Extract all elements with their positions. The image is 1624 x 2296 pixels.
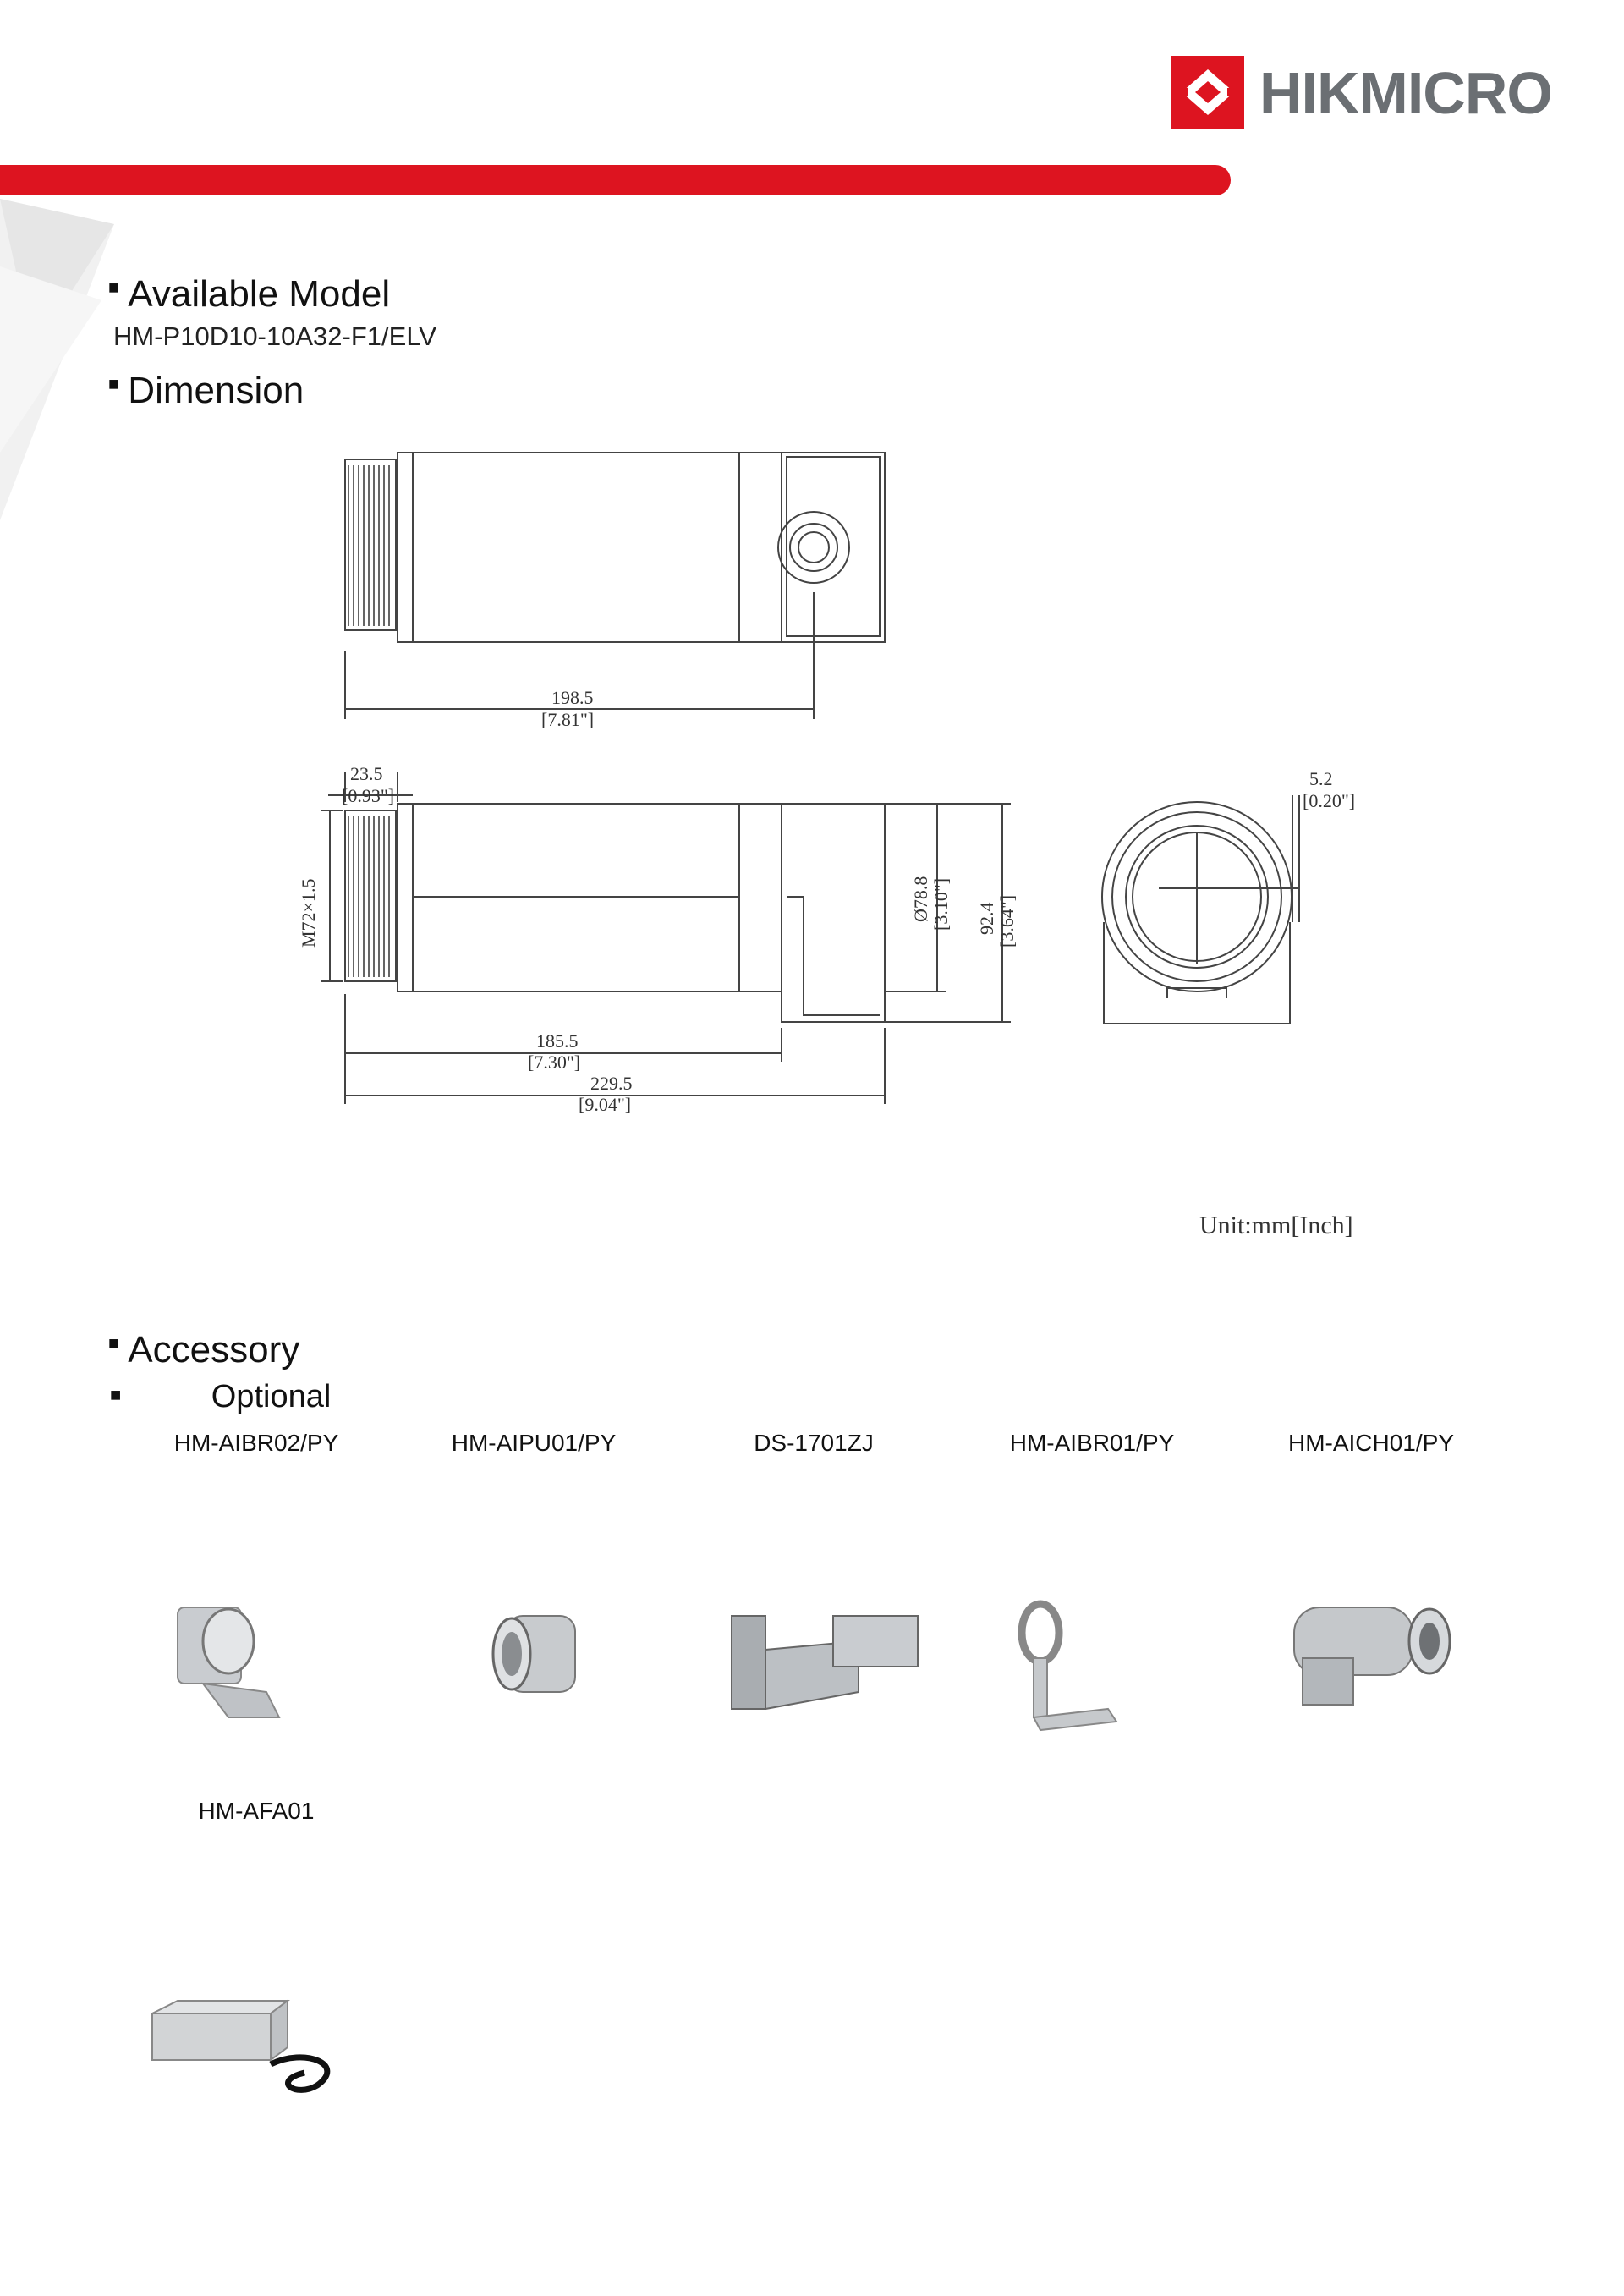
available-model-title: Available Model: [128, 273, 391, 315]
dim-side-offset-inch: [0.20"]: [1303, 790, 1356, 811]
dim-thread-spec: M72×1.5: [298, 878, 319, 948]
accessory-label: HM-AIPU01/PY: [451, 1430, 617, 1456]
unit-label: Unit:mm[Inch]: [1199, 1211, 1353, 1239]
l-bracket-ring-icon: [152, 1590, 372, 1743]
dim-top-length: 198.5: [551, 687, 594, 708]
dim-body-length: 185.5: [536, 1030, 579, 1052]
bullet-icon: ■: [108, 1332, 120, 1354]
accessory-label: DS-1701ZJ: [754, 1430, 874, 1456]
pipe-adapter-icon: [423, 1582, 643, 1734]
dim-total-length: 229.5: [590, 1073, 633, 1094]
cooling-housing-icon: [1260, 1582, 1480, 1734]
bullet-icon: ■: [108, 373, 120, 395]
dim-thread-length-inch: [0.93"]: [342, 785, 395, 806]
accessory-label: HM-AFA01: [198, 1798, 315, 1824]
dim-height-inch: [3.64"]: [996, 894, 1018, 948]
dim-total-length-inch: [9.04"]: [579, 1094, 632, 1115]
brand-name: HIKMICRO: [1259, 60, 1552, 126]
ring-bracket-icon: [981, 1590, 1201, 1743]
dim-diameter-inch: [3.10"]: [930, 877, 952, 931]
dimension-title: Dimension: [128, 370, 304, 411]
dim-side-offset: 5.2: [1309, 768, 1333, 789]
bullet-icon: ■: [110, 1383, 122, 1405]
accessory-heading: [108, 1328, 299, 1374]
accessory-title: Accessory: [128, 1329, 300, 1370]
accessory-label: HM-AIBR01/PY: [1009, 1430, 1175, 1456]
dim-body-length-inch: [7.30"]: [528, 1052, 581, 1073]
dim-top-length-inch: [7.81"]: [541, 709, 595, 730]
dim-diameter: Ø78.8: [910, 876, 931, 922]
model-code: HM-P10D10-10A32-F1/ELV: [113, 321, 436, 351]
wall-mount-bracket-icon: [706, 1582, 926, 1734]
optional-label: Optional: [211, 1379, 332, 1414]
optional-heading: [110, 1379, 331, 1415]
power-adapter-icon: [135, 1971, 355, 2123]
bullet-icon: ■: [108, 277, 120, 299]
dim-thread-length: 23.5: [350, 763, 383, 784]
accessory-label: HM-AIBR02/PY: [173, 1430, 339, 1456]
accessory-label: HM-AICH01/PY: [1287, 1430, 1455, 1456]
dim-height: 92.4: [976, 902, 997, 935]
